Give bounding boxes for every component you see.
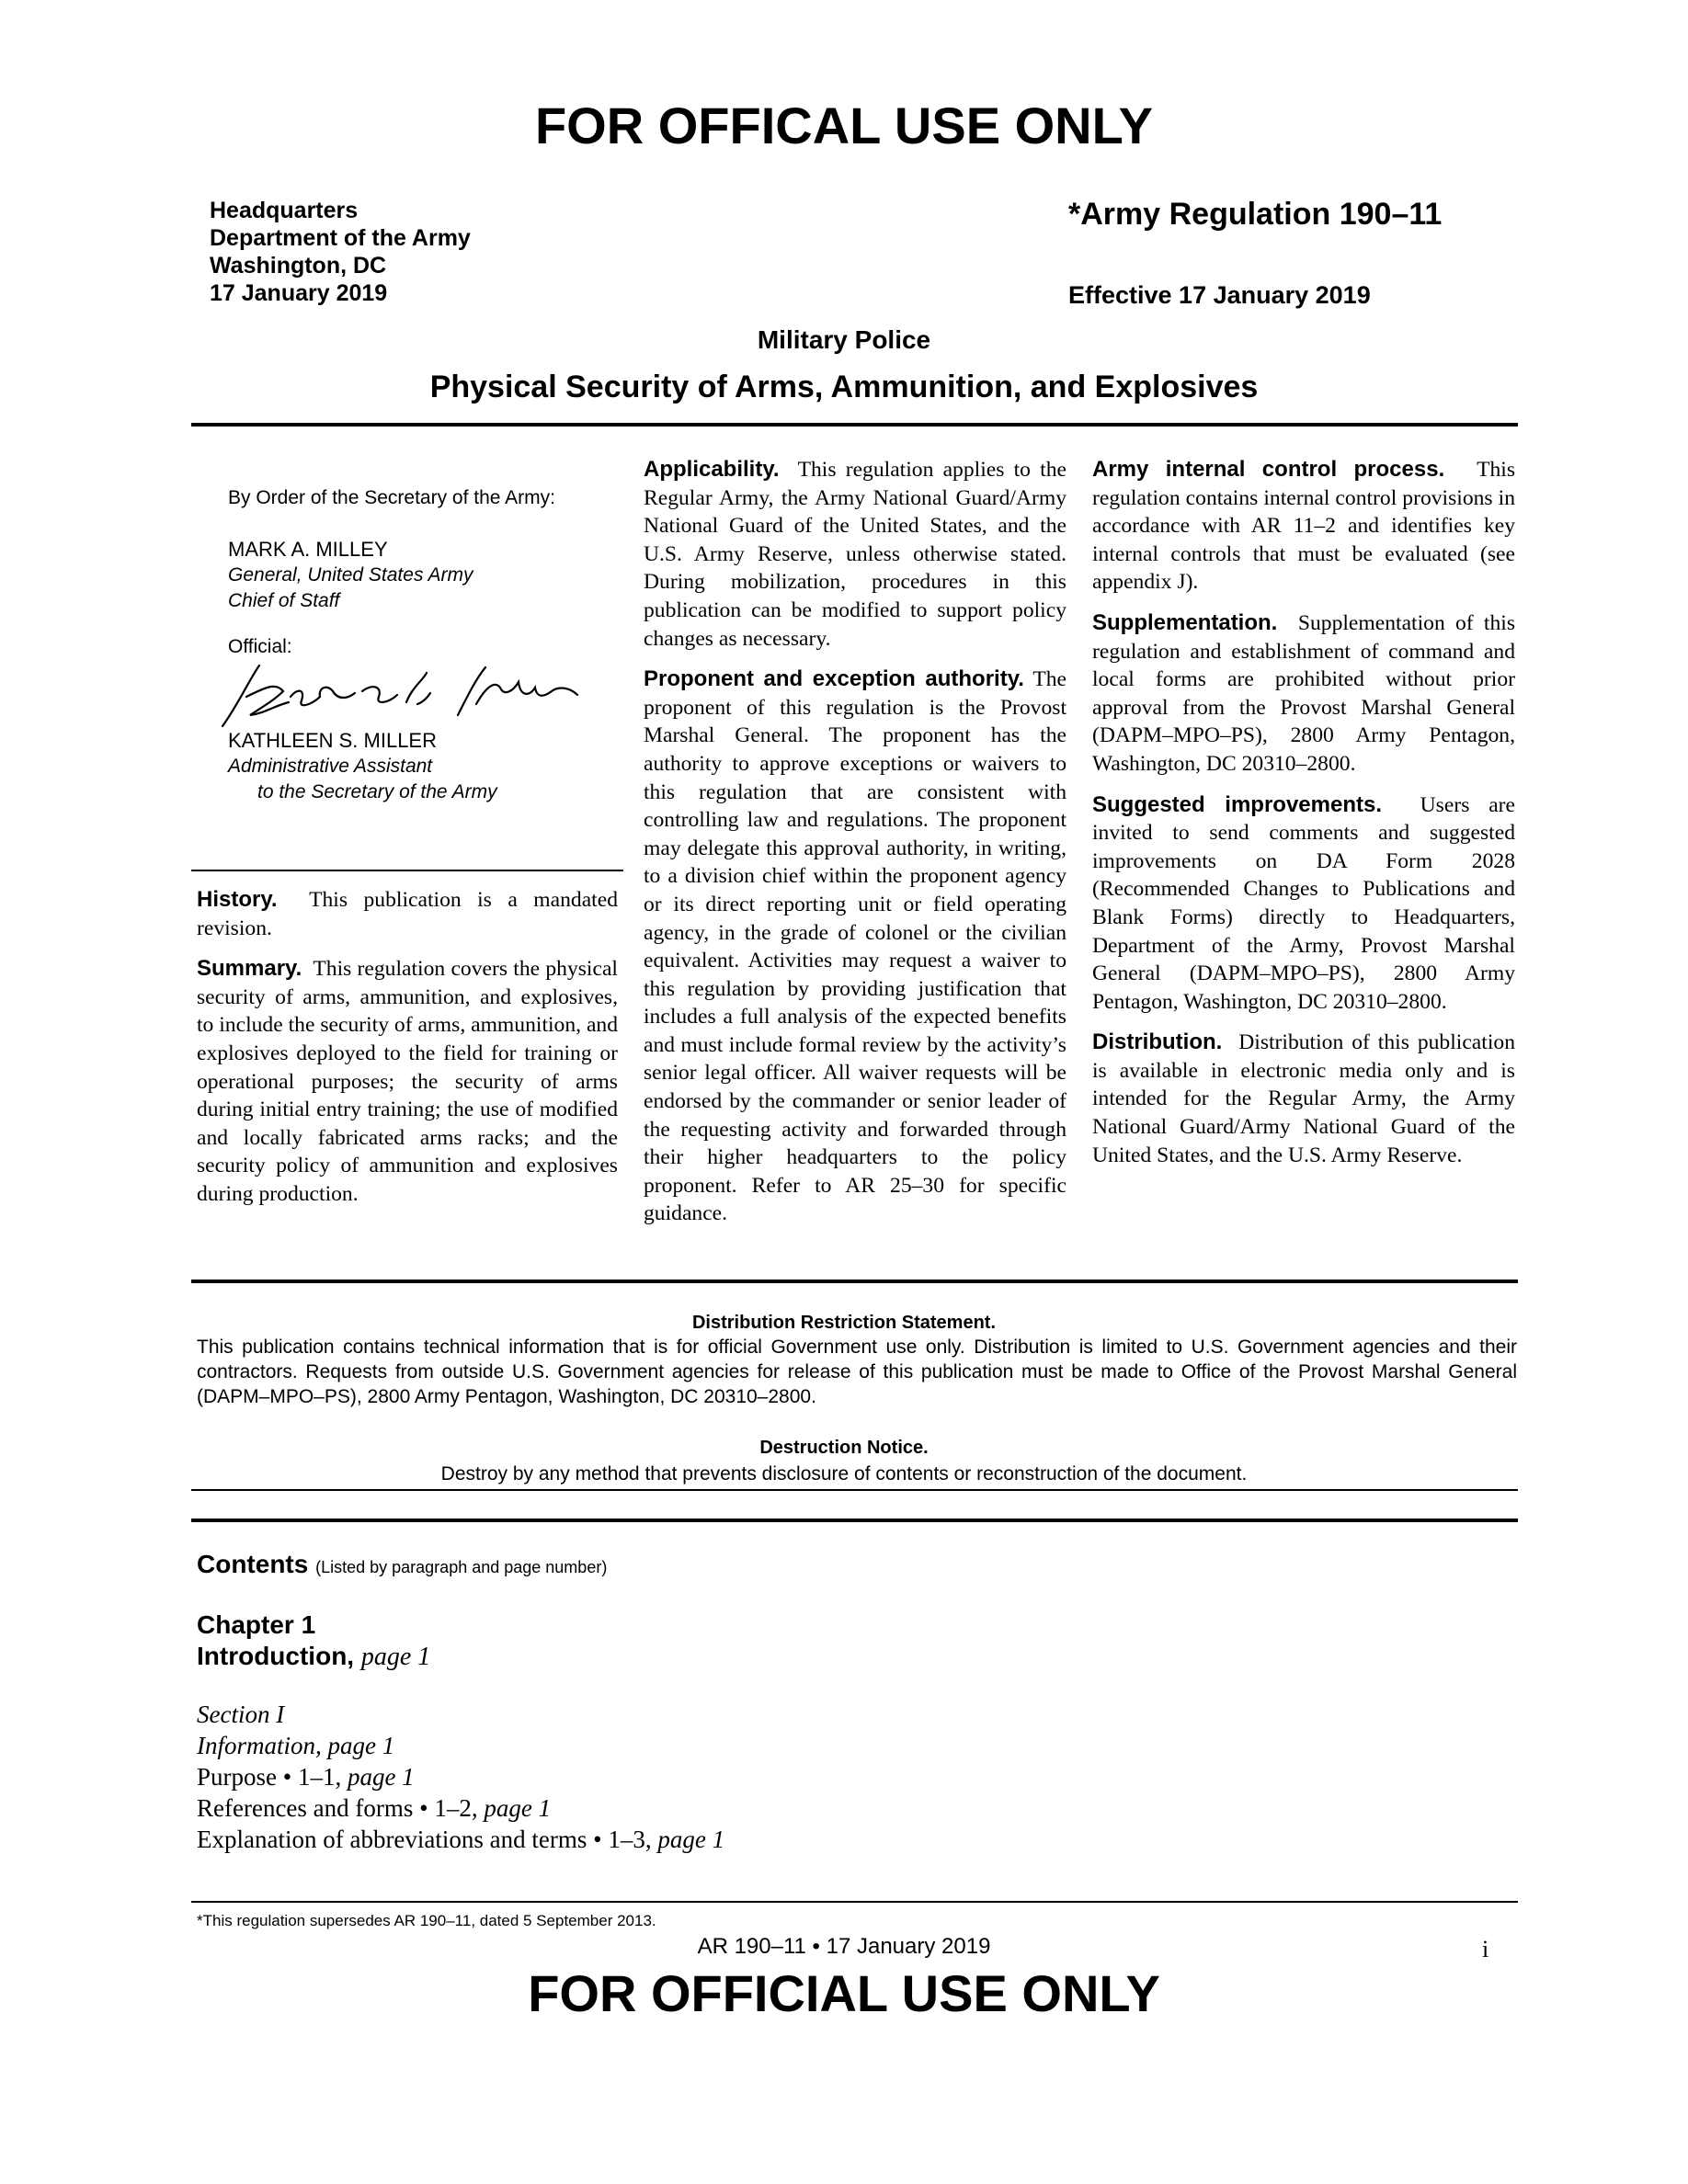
regulation-number: *Army Regulation 190–11 [1068, 197, 1443, 232]
subject-heading: Military Police [757, 325, 931, 354]
signature-block [228, 485, 633, 835]
body-divider [191, 1280, 1518, 1283]
page-footer: AR 190–11 • 17 January 2019 [697, 1934, 991, 1959]
footer-divider [191, 1901, 1518, 1903]
column-left [197, 886, 618, 1222]
suggested-improvements-paragraph [1092, 791, 1515, 1017]
internal-control-text: This regulation contains internal control provisions in accordance with AR 11–2 and identifies key internal controls that must be evaluated (see appendix J). [1092, 458, 1516, 595]
summary-paragraph [197, 955, 618, 1208]
official-title: Administrative Assistant [228, 756, 433, 777]
history-paragraph [197, 886, 618, 942]
hq-line: Department of the Army [210, 225, 471, 251]
toc-item[interactable] [197, 1761, 724, 1792]
supplementation-text: Supplementation of this regulation and establishment of command and local forms are prohibited without prior approval from the Provost Marshal General (DAPM–MPO–PS), 2800 Army Pentagon, Washington, DC 20310–2800. [1092, 610, 1516, 776]
official-label: Official: [228, 636, 292, 657]
signer-name: MARK A. MILLEY [228, 538, 388, 561]
internal-control-heading: Army internal control process. [1092, 457, 1445, 482]
applicability-paragraph [644, 456, 1066, 653]
page-number: i [1482, 1936, 1489, 1962]
contents-label: Contents [197, 1550, 309, 1578]
toc-item[interactable] [197, 1792, 724, 1824]
classification-banner-top: FOR OFFICAL USE ONLY [534, 97, 1154, 154]
suggested-improvements-heading: Suggested improvements. [1092, 791, 1382, 817]
proponent-heading: Proponent and exception authority. [644, 666, 1024, 692]
hq-line: 17 January 2019 [210, 280, 388, 306]
issuing-authority [210, 197, 471, 307]
chapter-page: page 1 [360, 1643, 431, 1671]
signer-title: Chief of Staff [228, 590, 340, 611]
proponent-paragraph [644, 665, 1066, 1228]
chapter-number: Chapter 1 [197, 1610, 316, 1639]
contents-note: (Listed by paragraph and page number) [315, 1558, 608, 1576]
toc-item-text: References and forms • 1–2, [197, 1794, 478, 1822]
section-title[interactable]: Information, page 1 [197, 1732, 395, 1759]
toc-item[interactable] [197, 1824, 724, 1855]
toc-item-page: page 1 [657, 1826, 725, 1853]
summary-text: This regulation covers the physical security of arms, ammunition, and explosives, to include the security of arms, ammunition, and explosives deployed to the field for training or operational purposes; the security of arms during initial entry training; the use of modified and locally fabricated arms racks; and the security policy of ammunition and explosives during production. [197, 957, 619, 1206]
column-right [1092, 456, 1515, 1182]
summary-heading: Summary. [197, 956, 302, 982]
history-heading: History. [197, 887, 278, 912]
effective-date: Effective 17 January 2019 [1068, 281, 1371, 309]
official-title: to the Secretary of the Army [257, 781, 497, 802]
destruction-title: Destruction Notice. [759, 1438, 929, 1458]
page-title: Physical Security of Arms, Ammunition, and Explosives [429, 370, 1259, 404]
chapter-entry [197, 1610, 430, 1673]
column-divider [191, 870, 623, 871]
signer-title: General, United States Army [228, 564, 473, 586]
toc-item-page: page 1 [347, 1763, 415, 1791]
toc-item-text: Explanation of abbreviations and terms • 1–3, [197, 1826, 652, 1853]
by-order-line: By Order of the Secretary of the Army: [228, 487, 555, 508]
toc-item-text: Purpose • 1–1, [197, 1763, 342, 1791]
toc-item-page: page 1 [484, 1794, 552, 1822]
destruction-text: Destroy by any method that prevents disclosure of contents or reconstruction of the document. [440, 1463, 1248, 1484]
hq-line: Washington, DC [210, 253, 387, 279]
chapter-title[interactable]: Introduction, [197, 1642, 355, 1670]
distribution-text: Distribution of this publication is available in electronic media only and is intended for the Regular Army, the Army National Guard/Army National Guard of the United States, and the U.S. Army Reserve. [1092, 1030, 1515, 1167]
restriction-text: This publication contains technical information that is for official Government use only. Distribution is limited to U.S. Government agencies and their contractors. Requests from outside U.S. Government agencies for release of this publication must be made to Office of the Provost Marshal General (DAPM–MPO–PS), 2800 Army Pentagon, Washington, DC 20310–2800. [197, 1337, 1517, 1407]
official-name: KATHLEEN S. MILLER [228, 729, 437, 752]
handwritten-signature [210, 660, 596, 734]
supplementation-paragraph [1092, 609, 1515, 779]
restriction-title: Distribution Restriction Statement. [691, 1313, 997, 1333]
supersession-footnote: *This regulation supersedes AR 190–11, dated 5 September 2013. [197, 1912, 656, 1929]
applicability-heading: Applicability. [644, 457, 780, 482]
hq-line: Headquarters [210, 198, 359, 223]
history-text: This publication is a mandated revision. [197, 888, 618, 940]
contents-heading [197, 1550, 607, 1579]
table-of-contents [197, 1699, 724, 1855]
section-number: Section I [197, 1701, 285, 1728]
applicability-text: This regulation applies to the Regular Army, the Army National Guard/Army National Guard of the United States, and the U.S. Army Reserve, unless otherwise stated. During mobilization, procedures in this publication can be modified to support policy changes as necessary. [644, 458, 1067, 651]
proponent-text: The proponent of this regulation is the Provost Marshal General. The proponent has the authority to approve exceptions or waivers to this regulation that are consistent with controlling law and regulations. The proponent may delegate this approval authority, in writing, to a division chief within the proponent agency or its direct reporting unit or field operating agency, in the grade of colonel or the civilian equivalent. Activities may request a waiver to this regulation by providing justification that includes a full analysis of the expected benefits and must include formal review by the activity’s senior legal officer. All waiver requests will be endorsed by the commander or senior leader of the requesting activity and forwarded through their higher headquarters to the policy proponent. Refer to AR 25–30 for specific guidance. [644, 667, 1066, 1226]
classification-banner-bottom: FOR OFFICIAL USE ONLY [528, 1964, 1160, 2022]
internal-control-paragraph [1092, 456, 1515, 597]
supplementation-heading: Supplementation. [1092, 609, 1278, 635]
contents-divider [191, 1519, 1518, 1522]
column-middle [644, 456, 1066, 1241]
notice-divider [191, 1489, 1518, 1491]
distribution-heading: Distribution. [1092, 1029, 1223, 1055]
distribution-paragraph [1092, 1029, 1515, 1169]
suggested-improvements-text: Users are invited to send comments and suggested improvements on DA Form 2028 (Recommended Changes to Publications and Blank Forms) directly to Headquarters, Department of the Army, Provost Marshal General (DAPM–MPO–PS), 2800 Army Pentagon, Washington, DC 20310–2800. [1092, 792, 1515, 1014]
header-divider [191, 423, 1518, 427]
